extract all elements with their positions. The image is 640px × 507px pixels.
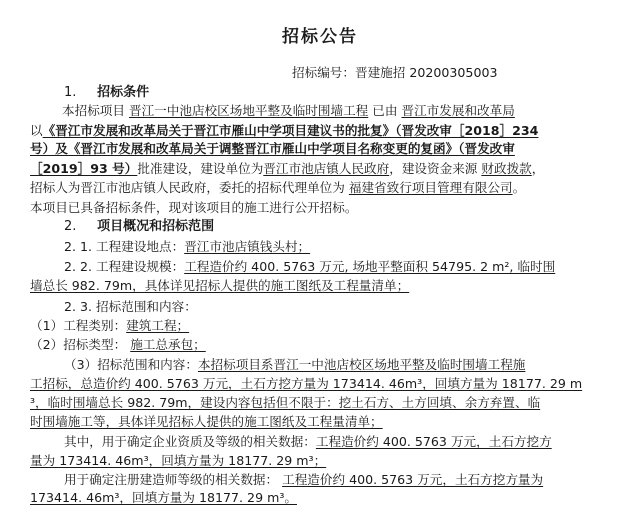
- section-title: 项目概况和招标范围: [97, 219, 215, 234]
- section-2-heading: [64, 218, 624, 236]
- item-value: 工程造价约 400. 5763 万元，土石方挖方量为: [282, 472, 544, 487]
- item-value: 量为 173414. 46m³，回填方量为 18177. 29 m³；: [30, 453, 327, 468]
- item-label: 2. 2. 工程建设规模：: [64, 259, 185, 274]
- tender-agent: 福建省致行项目管理有限公司: [348, 180, 513, 195]
- paragraph-line: 本项目已具备招标条件，现对该项目的施工进行公开招标。: [30, 200, 358, 215]
- item-label: 2. 1. 工程建设地点：: [64, 239, 185, 254]
- fund-source: 财政拨款: [481, 161, 532, 176]
- section-1-heading: [64, 84, 624, 102]
- project-name: 晋江一中池店校区场地平整及临时围墙工程: [128, 103, 369, 118]
- item-2-3-3-cont: [30, 394, 590, 412]
- item-value: 工程造价约 400. 5763 万元，土石方挖方: [315, 434, 552, 449]
- approver: 晋江市发展和改革局: [401, 103, 515, 118]
- text: 。: [512, 180, 526, 195]
- tender-number-line: [292, 64, 640, 82]
- paragraph-line: [30, 160, 590, 178]
- item-label: （2）招标类型：: [30, 337, 127, 352]
- section-number: 2.: [64, 219, 77, 234]
- item-value: 建筑工程；: [126, 318, 190, 333]
- text: ，建设资金来源: [389, 161, 478, 176]
- tender-number-label: 招标编号：: [292, 65, 355, 80]
- paragraph-line: [30, 122, 590, 140]
- qualification-data-cont: [30, 452, 590, 470]
- item-value: 时围墙施工等，具体详见招标人提供的施工图纸及工程量清单；: [30, 414, 383, 429]
- text: 以: [30, 123, 43, 138]
- text: 批准建设，建设单位为: [137, 161, 264, 176]
- paragraph-line: [30, 179, 590, 197]
- text: 用于确定注册建造师等级的相关数据：: [64, 472, 279, 487]
- item-value: 工招标，总造价约 400. 5763 万元，土石方挖方量为 173414. 46m³，回填方量为 18177. 29 m: [30, 376, 583, 391]
- qualification-data-line: [64, 433, 624, 451]
- approval-document: 《晋江市发展和改革局关于晋江市雁山中学项目建议书的批复》（晋发改审［2018］234: [42, 123, 539, 138]
- section-title: 招标条件: [97, 85, 150, 100]
- text: 招标人为晋江市池店镇人民政府，委托的招标代理单位为: [30, 180, 345, 195]
- paragraph-line: [30, 140, 590, 158]
- item-2-3-1: [30, 317, 590, 335]
- item-2-1: [64, 238, 624, 256]
- item-value: 晋江市池店镇钱头村；: [184, 239, 311, 254]
- item-2-3-3: [64, 356, 624, 374]
- text: 已由: [372, 103, 398, 118]
- text: ，: [531, 161, 545, 176]
- tender-number: 晋建施招 20200305003: [354, 65, 498, 80]
- section-number: 1.: [64, 85, 77, 100]
- item-value: ³，临时围墙总长 982. 79m，建设内容包括但不限于：挖土石方、土方回填、余方弃置、临: [30, 395, 541, 410]
- item-value: 工程造价约 400. 5763 万元, 场地平整面积 54795. 2 m², 临时围: [184, 259, 556, 274]
- owner: 晋江市池店镇人民政府: [263, 161, 390, 176]
- registration-data-line: [64, 471, 624, 489]
- text: 本招标项目: [62, 103, 125, 118]
- item-2-3-3-cont: [30, 375, 590, 393]
- item-value: 本招标项目系晋江一中池店校区场地平整及临时围墙工程施: [197, 357, 526, 372]
- item-value: 施工总承包；: [130, 337, 206, 352]
- approval-document-end: ［2019］93 号）: [30, 161, 138, 176]
- item-label: （1）工程类别：: [30, 318, 127, 333]
- item-2-3-2: [30, 336, 590, 354]
- item-label: （3）招标范围和内容：: [64, 357, 198, 372]
- text: 其中，用于确定企业资质及等级的相关数据：: [64, 434, 316, 449]
- approval-document-cont: 号）及《晋江市发展和改革局关于调整晋江市雁山中学项目名称变更的复函》（晋发改审: [30, 141, 515, 156]
- item-value: 墙总长 982. 79m，具体详见招标人提供的施工图纸及工程量清单；: [30, 278, 410, 293]
- item-2-2: [64, 258, 624, 276]
- registration-data-cont: [30, 489, 590, 507]
- item-2-3-3-cont: [30, 413, 590, 431]
- item-2-2-cont: [30, 277, 590, 295]
- paragraph-line: [62, 102, 622, 120]
- item-2-3: 2. 3. 招标范围和内容：: [64, 299, 197, 314]
- page-title: 招标公告: [282, 27, 358, 47]
- item-value: 173414. 46m³，回填方量为 18177. 29 m³。: [30, 490, 297, 505]
